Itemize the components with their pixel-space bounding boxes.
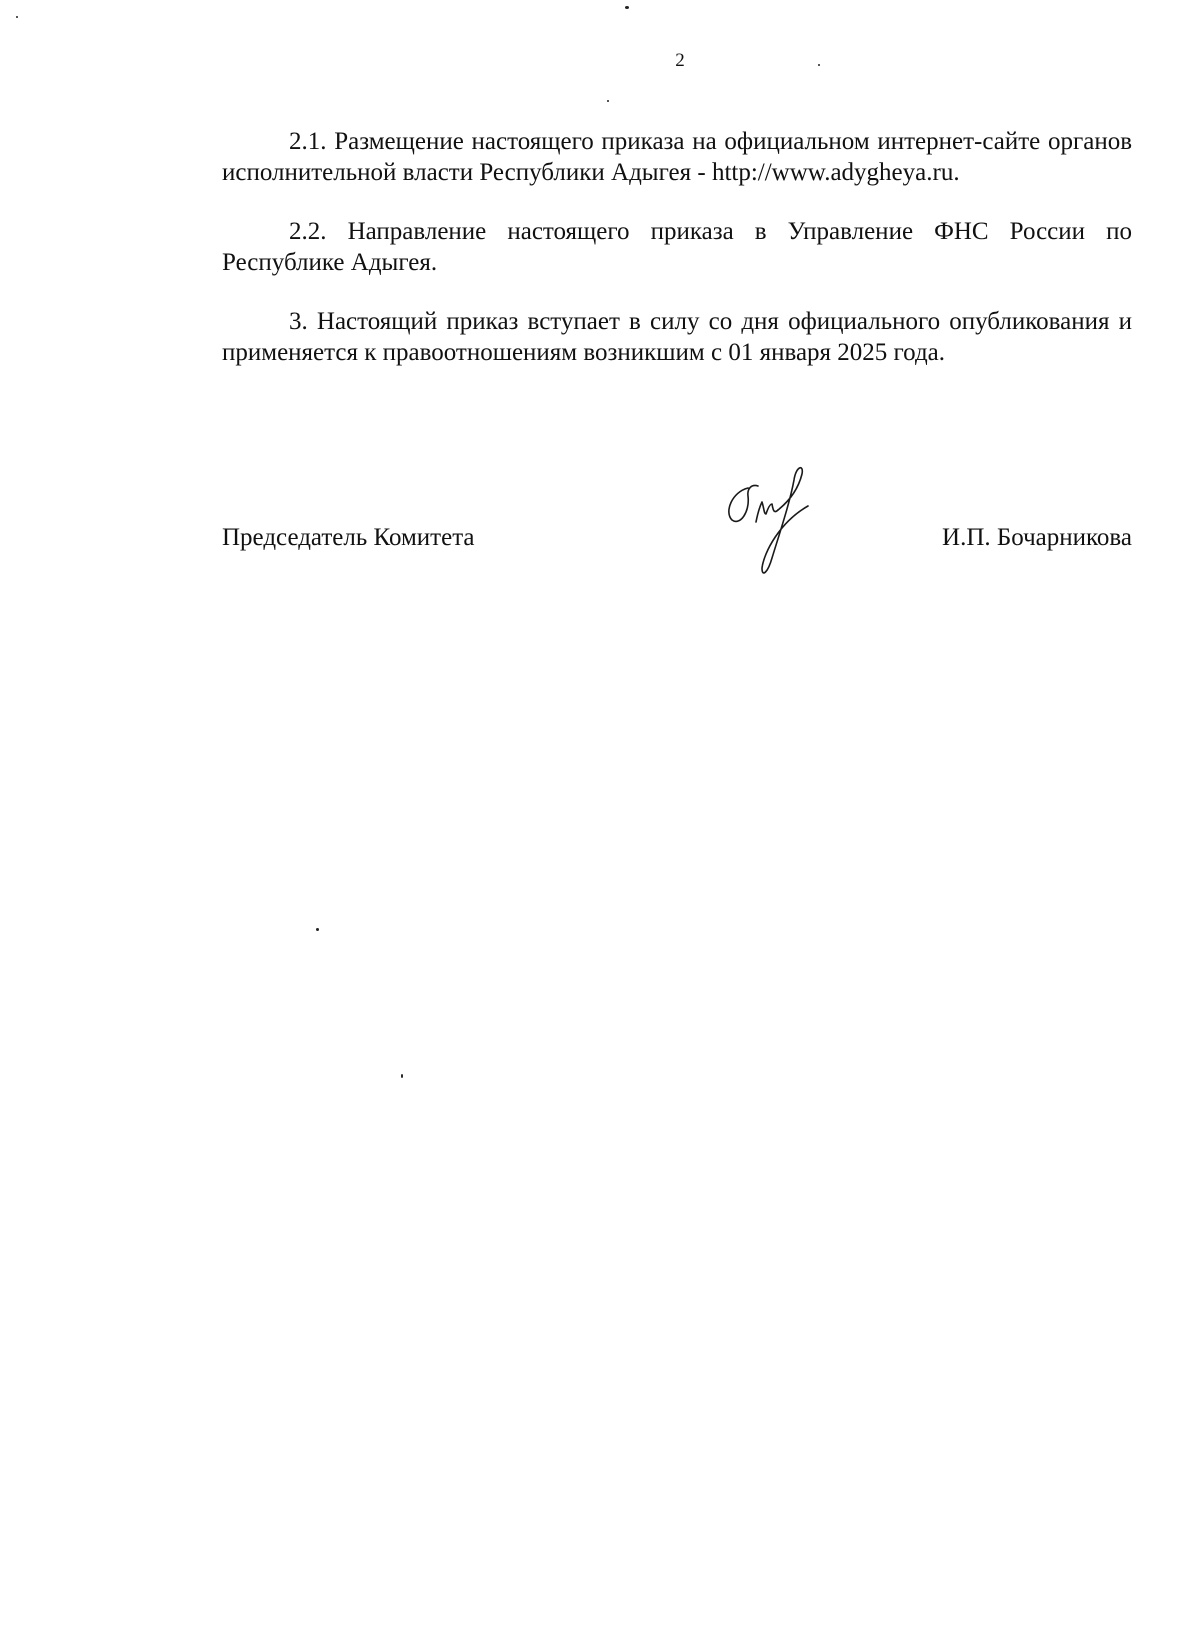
scan-speck <box>607 100 609 102</box>
scan-speck <box>401 1074 403 1078</box>
signatory-title: Председатель Комитета <box>222 524 475 551</box>
scan-speck <box>16 16 18 18</box>
paragraph-3: 3. Настоящий приказ вступает в силу со дня официального опубликования и применяется к правоотношениям возникшим с 01 января 2025 года. <box>222 308 1132 366</box>
signatory-name: И.П. Бочарникова <box>942 524 1132 551</box>
document-body <box>222 126 1132 368</box>
scan-speck <box>818 64 820 66</box>
signature-block <box>222 522 1132 562</box>
scan-speck <box>625 6 629 9</box>
paragraph-2-2: 2.2. Направление настоящего приказа в Управление ФНС России по Республике Адыгея. <box>222 218 1132 276</box>
page-number: 2 <box>675 50 685 71</box>
scan-speck <box>316 928 319 931</box>
paragraph-2-1: 2.1. Размещение настоящего приказа на официальном интернет-сайте органов исполнительной власти Республики Адыгея - http://www.adygheya.ru. <box>222 128 1132 186</box>
